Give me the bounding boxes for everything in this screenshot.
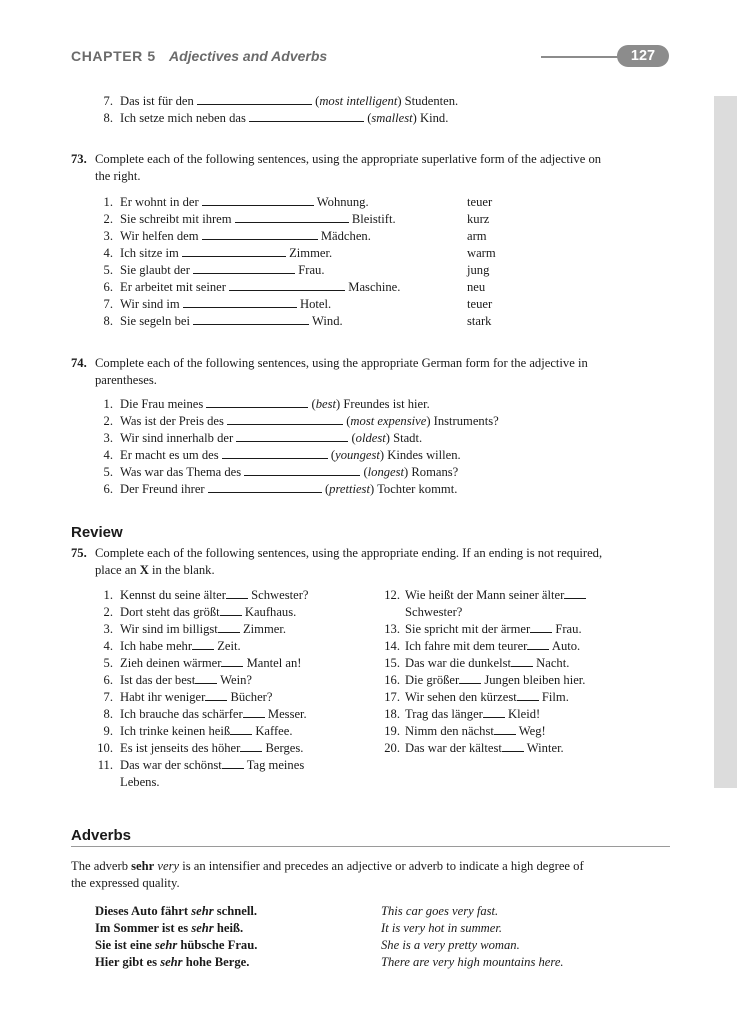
item-text: Das war die dunkelst [405, 656, 511, 670]
item-text: Auto. [551, 639, 581, 653]
item-text: Kaffee. [255, 724, 293, 738]
page-number-badge: 127 [617, 45, 669, 67]
example-row [95, 954, 564, 971]
item-text: Frau. [298, 263, 325, 277]
answer-blank[interactable] [244, 464, 360, 476]
item-text: Schwester? [405, 605, 463, 619]
exercise-instruction: Complete each of the following sentences, using the appropriate German form for the adjective in [95, 356, 588, 370]
emphasis-word: sehr [154, 938, 178, 952]
item-number: 10. [97, 741, 113, 755]
item-number: 19. [384, 724, 400, 738]
answer-blank[interactable] [530, 621, 552, 633]
item-text: Kennst du seine älter [120, 588, 226, 602]
answer-blank[interactable] [218, 621, 240, 633]
answer-blank[interactable] [459, 672, 481, 684]
answer-blank[interactable] [182, 245, 286, 257]
item-text: Wohnung. [316, 195, 369, 209]
answer-blank[interactable] [192, 638, 214, 650]
item-text: Dort steht das größt [120, 605, 220, 619]
item-hint: smallest [371, 111, 413, 125]
item-text: Was war das Thema des [120, 465, 242, 479]
item-number: 2. [103, 212, 113, 226]
item-number: 8. [103, 111, 113, 125]
item-text: Wir sind im billigst [120, 622, 218, 636]
answer-blank[interactable] [502, 740, 524, 752]
answer-blank[interactable] [193, 313, 309, 325]
item-text: Mantel an! [246, 656, 302, 670]
answer-blank[interactable] [227, 413, 343, 425]
item-number: 11. [97, 758, 113, 772]
adverbs-paragraph: The adverb sehr very is an intensifier and precedes an adjective or adverb to indicate a high degree of [71, 859, 584, 873]
german-example [95, 955, 249, 969]
item-text: Sie segeln bei [120, 314, 190, 328]
item-text: Er wohnt in der [120, 195, 199, 209]
item-number: 3. [103, 229, 113, 243]
item-number: 4. [103, 639, 113, 653]
item-text: Wie heißt der Mann seiner älter [405, 588, 565, 602]
answer-blank[interactable] [527, 638, 549, 650]
item-number: 8. [103, 314, 113, 328]
item-text: Kind. [420, 111, 449, 125]
answer-blank[interactable] [564, 587, 586, 599]
item-text: Hier gibt es [95, 955, 161, 969]
item-hint: youngest [335, 448, 380, 462]
item-text: Lebens. [120, 775, 160, 789]
exercise-instruction: the right. [95, 169, 141, 183]
answer-blank[interactable] [235, 211, 349, 223]
item-text: Sie glaubt der [120, 263, 190, 277]
answer-blank[interactable] [236, 430, 348, 442]
item-hint: longest [367, 465, 405, 479]
emphasis-word: sehr [160, 955, 183, 969]
item-number: 14. [384, 639, 400, 653]
item-text: Er macht es um des [120, 448, 219, 462]
item-text: Winter. [526, 741, 564, 755]
item-text: hübsche Frau. [177, 938, 258, 952]
answer-blank[interactable] [226, 587, 248, 599]
item-text: Ich sitze im [120, 246, 179, 260]
item-text: Kleid! [508, 707, 541, 721]
item-text: heiß. [213, 921, 244, 935]
answer-blank[interactable] [221, 655, 243, 667]
item-number: 6. [103, 280, 113, 294]
item-number: 12. [384, 588, 400, 602]
item-text: Die größer [405, 673, 460, 687]
item-number: 4. [103, 448, 113, 462]
item-number: 1. [103, 588, 113, 602]
english-translation: It is very hot in summer. [381, 921, 503, 935]
item-text: Was ist der Preis des [120, 414, 224, 428]
exercise-instruction: parentheses. [95, 373, 157, 387]
item-text: Wir helfen dem [120, 229, 199, 243]
item-number: 6. [103, 482, 113, 496]
item-number: 5. [103, 263, 113, 277]
item-text: Hotel. [299, 297, 332, 311]
item-text: Stadt. [393, 431, 423, 445]
answer-blank[interactable] [222, 757, 244, 769]
item-hint: oldest [355, 431, 386, 445]
adjective-hint: stark [467, 314, 492, 328]
exercise-instruction: place an X in the blank. [95, 563, 215, 577]
item-number: 8. [103, 707, 113, 721]
item-number: 20. [384, 741, 400, 755]
side-thumb-tab [714, 96, 737, 788]
item-number: 5. [103, 656, 113, 670]
item-text: Wir sehen den kürzest [405, 690, 517, 704]
item-text: Habt ihr weniger [120, 690, 206, 704]
item-number: 1. [103, 397, 113, 411]
item-text: Die Frau meines [120, 397, 204, 411]
adjective-hint: neu [467, 280, 486, 294]
item-text: Kaufhaus. [244, 605, 297, 619]
chapter-title: Adjectives and Adverbs [169, 48, 328, 64]
answer-blank[interactable] [183, 296, 297, 308]
item-text: Das war der kältest [405, 741, 502, 755]
item-text: Der Freund ihrer [120, 482, 205, 496]
item-text: Sie schreibt mit ihrem [120, 212, 232, 226]
item-number: 16. [384, 673, 400, 687]
emphasis-word: sehr [191, 904, 214, 918]
item-number: 9. [103, 724, 113, 738]
answer-blank[interactable] [220, 604, 242, 616]
item-text: Ist das der best [120, 673, 196, 687]
german-example [95, 938, 257, 952]
item-text: Sie spricht mit der ärmer [405, 622, 531, 636]
item-text: Messer. [267, 707, 307, 721]
item-hint: most expensive [350, 414, 427, 428]
item-hint: prettiest [329, 482, 370, 496]
section-heading: Review [71, 524, 123, 541]
adjective-hint: arm [467, 229, 487, 243]
item-text: Bücher? [230, 690, 273, 704]
answer-blank[interactable] [222, 447, 328, 459]
example-row [95, 920, 503, 937]
item-text: Kindes willen. [387, 448, 461, 462]
item-text: Weg! [518, 724, 546, 738]
item-text: Wir sind innerhalb der [120, 431, 234, 445]
item-text: Ich brauche das schärfer [120, 707, 243, 721]
item-text: Nimm den nächst [405, 724, 494, 738]
answer-blank[interactable] [205, 689, 227, 701]
english-translation: She is a very pretty woman. [381, 938, 520, 952]
answer-blank[interactable] [195, 672, 217, 684]
item-number: 17. [384, 690, 400, 704]
english-translation: There are very high mountains here. [381, 955, 564, 969]
header-rule [541, 56, 621, 58]
item-text: Maschine. [348, 280, 401, 294]
item-text: Zieh deinen wärmer [120, 656, 222, 670]
item-text: Jungen bleiben hier. [484, 673, 586, 687]
item-text: Im Sommer ist es [95, 921, 192, 935]
item-number: 6. [103, 673, 113, 687]
item-number: 3. [103, 431, 113, 445]
item-text: hohe Berge. [182, 955, 250, 969]
item-text: Das war der schönst [120, 758, 222, 772]
answer-blank[interactable] [229, 279, 345, 291]
adjective-hint: kurz [467, 212, 490, 226]
example-row [95, 903, 499, 920]
item-text: Ich trinke keinen heiß [120, 724, 231, 738]
item-text: Bleistift. [351, 212, 396, 226]
german-example [95, 904, 257, 918]
adjective-hint: warm [467, 246, 496, 260]
item-number: 3. [103, 622, 113, 636]
item-text: Film. [541, 690, 569, 704]
answer-blank[interactable] [240, 740, 262, 752]
item-text: Nacht. [536, 656, 570, 670]
item-text: Tochter kommt. [377, 482, 458, 496]
answer-blank[interactable] [230, 723, 252, 735]
answer-blank[interactable] [208, 481, 322, 493]
item-text: Ich setze mich neben das [120, 111, 246, 125]
item-number: 7. [103, 690, 113, 704]
english-translation: This car goes very fast. [381, 904, 499, 918]
item-text: Trag das länger [405, 707, 483, 721]
section-heading: Adverbs [71, 827, 132, 844]
item-text: Romans? [411, 465, 459, 479]
item-text: Mädchen. [320, 229, 371, 243]
item-text: Zimmer. [289, 246, 333, 260]
exercise-instruction: Complete each of the following sentences, using the appropriate ending. If an ending is not required, [95, 546, 603, 560]
item-text: Schwester? [251, 588, 309, 602]
answer-blank[interactable] [202, 228, 318, 240]
answer-blank[interactable] [243, 706, 265, 718]
item-text: Freundes ist hier. [343, 397, 430, 411]
answer-blank[interactable] [494, 723, 516, 735]
exercise-number: 74. [71, 356, 87, 370]
item-number: 4. [103, 246, 113, 260]
item-text: Frau. [555, 622, 582, 636]
item-number: 7. [103, 297, 113, 311]
answer-blank[interactable] [202, 194, 314, 206]
item-hint: best [315, 397, 337, 411]
item-text: Er arbeitet mit seiner [120, 280, 226, 294]
item-number: 2. [103, 414, 113, 428]
item-number: 7. [103, 94, 113, 108]
adverbs-paragraph: the expressed quality. [71, 876, 180, 890]
item-text: Das ist für den [120, 94, 194, 108]
section-rule [71, 846, 670, 847]
item-number: 1. [103, 195, 113, 209]
answer-blank[interactable] [193, 262, 295, 274]
item-text: Berges. [265, 741, 304, 755]
adjective-hint: jung [467, 263, 490, 277]
item-text: Es ist jenseits des höher [120, 741, 241, 755]
answer-blank[interactable] [206, 396, 308, 408]
exercise-number: 75. [71, 546, 87, 560]
emphasis-word: sehr [191, 921, 214, 935]
item-number: 5. [103, 465, 113, 479]
exercise-number: 73. [71, 152, 87, 166]
adjective-hint: teuer [467, 297, 493, 311]
item-text: Wind. [312, 314, 343, 328]
item-text: Studenten. [404, 94, 459, 108]
chapter-label: CHAPTER 5 [71, 48, 156, 64]
answer-blank[interactable] [197, 93, 312, 105]
item-text: Zeit. [217, 639, 241, 653]
item-text: Wein? [220, 673, 252, 687]
item-text: Wir sind im [120, 297, 180, 311]
answer-blank[interactable] [483, 706, 505, 718]
item-text: Ich habe mehr [120, 639, 193, 653]
item-text: Sie ist eine [95, 938, 155, 952]
item-text: Instruments? [433, 414, 499, 428]
item-text: Tag meines [246, 758, 305, 772]
example-row [95, 937, 520, 954]
german-example [95, 921, 243, 935]
item-text: Ich fahre mit dem teurer [405, 639, 528, 653]
item-number: 18. [384, 707, 400, 721]
item-hint: most intelligent [319, 94, 398, 108]
item-text: Dieses Auto fährt [95, 904, 192, 918]
item-number: 15. [384, 656, 400, 670]
answer-blank[interactable] [511, 655, 533, 667]
item-text: schnell. [213, 904, 257, 918]
item-number: 13. [384, 622, 400, 636]
answer-blank[interactable] [517, 689, 539, 701]
adjective-hint: teuer [467, 195, 493, 209]
answer-blank[interactable] [249, 110, 364, 122]
item-text: Zimmer. [242, 622, 286, 636]
exercise-instruction: Complete each of the following sentences, using the appropriate superlative form of the adjective on [95, 152, 602, 166]
item-number: 2. [103, 605, 113, 619]
